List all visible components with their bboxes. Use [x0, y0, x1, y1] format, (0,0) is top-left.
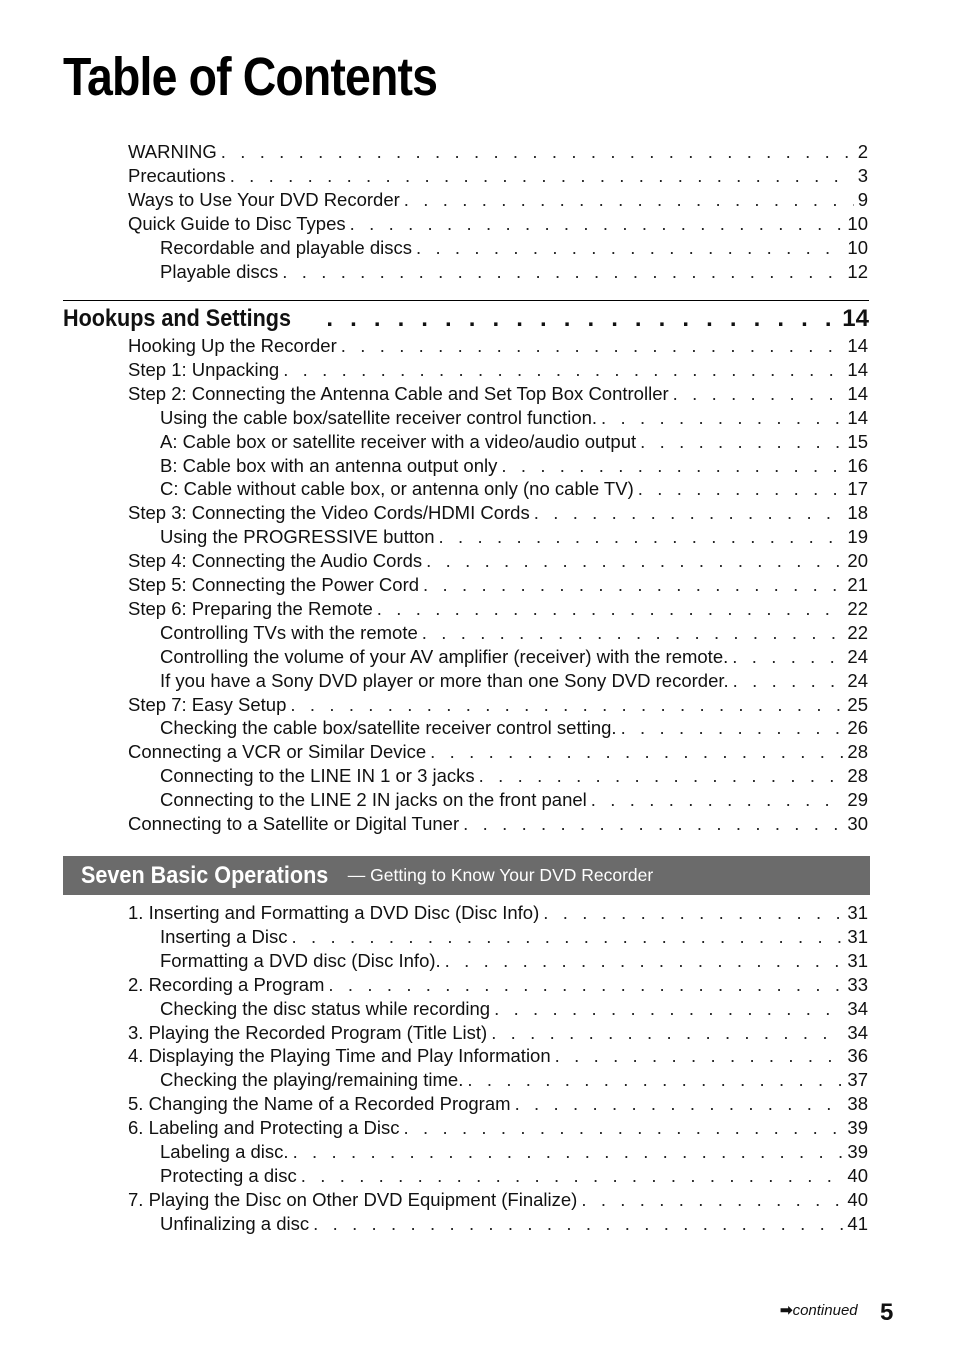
toc-entry[interactable] — [160, 406, 868, 430]
toc-entry-page: 16 — [847, 454, 868, 476]
toc-entry-label: Playable discs — [160, 261, 279, 282]
continued-label: continued — [792, 1302, 858, 1319]
toc-entry[interactable] — [128, 812, 868, 836]
toc-entry-label: 4. Displaying the Playing Time and Play Information — [128, 1045, 551, 1067]
toc-entry-label: Controlling TVs with the remote — [160, 621, 418, 643]
toc-entry-page: 14 — [847, 335, 868, 356]
toc-entry-label: 6. Labeling and Protecting a Disc — [128, 1117, 400, 1139]
toc-entry[interactable] — [128, 212, 868, 236]
dot-leader — [555, 1044, 844, 1068]
toc-entry-page: 2 — [857, 141, 868, 162]
toc-entry-page: 21 — [847, 574, 868, 595]
toc-entry[interactable] — [160, 1212, 868, 1236]
toc-entry-page: 15 — [847, 430, 868, 452]
toc-entry[interactable] — [160, 669, 868, 693]
toc-entry-page: 26 — [847, 717, 868, 739]
toc-entry-page: 40 — [847, 1188, 868, 1210]
toc-entry-label: Labeling a disc. — [160, 1141, 289, 1162]
dot-leader — [601, 406, 843, 430]
dot-leader — [439, 525, 844, 549]
dot-leader — [673, 382, 844, 406]
toc-entry-label: Connecting to a Satellite or Digital Tuner — [128, 813, 460, 834]
toc-entry-page: 24 — [847, 645, 868, 667]
dot-leader — [581, 1188, 843, 1212]
toc-entry-label: Ways to Use Your DVD Recorder — [128, 189, 400, 210]
toc-entry[interactable] — [160, 477, 868, 501]
dot-leader — [467, 1068, 843, 1092]
toc-entry-page: 34 — [847, 997, 868, 1019]
toc-entry[interactable] — [160, 260, 868, 284]
toc-entry[interactable] — [160, 949, 868, 973]
dot-leader — [301, 1164, 844, 1188]
toc-entry-page: 39 — [847, 1141, 868, 1162]
dot-leader — [404, 1116, 844, 1140]
toc-entry[interactable] — [128, 693, 868, 717]
toc-entry[interactable] — [160, 764, 868, 788]
toc-entry-label: Step 3: Connecting the Video Cords/HDMI Cords — [128, 502, 530, 524]
dot-leader — [404, 188, 854, 212]
toc-entry-label: Connecting to the LINE 2 IN jacks on the front panel — [160, 789, 587, 811]
toc-entry-label: WARNING — [128, 141, 217, 162]
toc-entry-label: Checking the playing/remaining time. — [160, 1069, 464, 1091]
dot-leader — [230, 164, 854, 188]
toc-entry-label: Unfinalizing a disc — [160, 1212, 310, 1234]
toc-entry-label: Using the PROGRESSIVE button — [160, 526, 435, 548]
toc-entry-label: Connecting a VCR or Similar Device — [128, 741, 427, 763]
toc-entry[interactable] — [128, 358, 868, 382]
dot-leader — [313, 1212, 843, 1236]
toc-entry-page: 14 — [847, 382, 868, 404]
section-divider — [63, 300, 869, 301]
toc-entry-label: Connecting to the LINE IN 1 or 3 jacks — [160, 765, 475, 787]
dot-leader — [732, 645, 843, 669]
toc-entry[interactable] — [160, 1164, 868, 1188]
toc-entry-label: Checking the cable box/satellite receiver control setting. — [160, 717, 617, 739]
dot-leader — [283, 358, 843, 382]
dot-leader — [377, 597, 844, 621]
dot-leader — [326, 303, 838, 335]
toc-entry-page: 37 — [847, 1069, 868, 1091]
section-heading-page: 14 — [842, 305, 869, 332]
toc-entry-label: Step 1: Unpacking — [128, 358, 280, 380]
toc-entry-page: 28 — [847, 741, 868, 763]
dot-leader — [292, 925, 844, 949]
toc-entry-page: 3 — [857, 165, 868, 186]
toc-entry[interactable] — [128, 597, 868, 621]
toc-entry-label: Step 2: Connecting the Antenna Cable and Set Top Box Controller — [128, 382, 669, 404]
toc-entry-label: B: Cable box with an antenna output only — [160, 454, 498, 476]
dot-leader — [479, 764, 844, 788]
toc-entry-page: 36 — [847, 1045, 868, 1067]
section-heading-title: Hookups and Settings — [63, 305, 292, 332]
dot-leader — [621, 716, 844, 740]
dot-leader — [423, 573, 843, 597]
dot-leader — [293, 1140, 844, 1164]
toc-entry-page: 33 — [847, 973, 868, 995]
dot-leader — [733, 669, 844, 693]
toc-entry[interactable] — [160, 997, 868, 1021]
dot-leader — [416, 236, 843, 260]
toc-entry-page: 18 — [847, 502, 868, 524]
toc-entry-page: 22 — [847, 621, 868, 643]
toc-entry-label: 7. Playing the Disc on Other DVD Equipment (Finalize) — [128, 1188, 578, 1210]
toc-entry-page: 31 — [847, 925, 868, 947]
toc-entry-page: 24 — [847, 669, 868, 691]
toc-entry-page: 38 — [847, 1093, 868, 1115]
toc-entry[interactable] — [128, 549, 868, 573]
toc-entry-label: Step 7: Easy Setup — [128, 693, 287, 715]
dot-leader — [640, 430, 843, 454]
dot-leader — [290, 693, 843, 717]
toc-entry[interactable] — [160, 788, 868, 812]
page-title: Table of Contents — [63, 47, 438, 107]
toc-entry-page: 10 — [847, 213, 868, 234]
toc-entry-label: A: Cable box or satellite receiver with a video/audio output — [160, 430, 637, 452]
toc-entry-page: 34 — [847, 1021, 868, 1043]
toc-entry[interactable] — [128, 973, 868, 997]
toc-entry[interactable] — [160, 525, 868, 549]
toc-entry-label: Using the cable box/satellite receiver control function. — [160, 406, 598, 428]
dot-leader — [494, 997, 843, 1021]
toc-entry[interactable] — [128, 1021, 868, 1045]
dot-leader — [515, 1092, 844, 1116]
dot-leader — [221, 140, 854, 164]
toc-entry-page: 25 — [847, 693, 868, 715]
toc-entry-label: Checking the disc status while recording — [160, 997, 491, 1019]
toc-entry[interactable] — [128, 740, 868, 764]
toc-entry[interactable] — [160, 716, 868, 740]
toc-entry-label: Quick Guide to Disc Types — [128, 213, 346, 234]
toc-entry-label: C: Cable without cable box, or antenna only (no cable TV) — [160, 478, 634, 500]
toc-entry[interactable] — [128, 901, 868, 925]
toc-entry-label: 2. Recording a Program — [128, 973, 325, 995]
toc-entry-label: Controlling the volume of your AV amplifier (receiver) with the remote. — [160, 645, 729, 667]
dot-leader — [422, 621, 844, 645]
toc-entry-page: 30 — [847, 813, 868, 834]
dot-leader — [534, 501, 844, 525]
toc-entry-label: Hooking Up the Recorder — [128, 335, 337, 356]
toc-entry-label: Protecting a disc — [160, 1164, 297, 1186]
toc-entry[interactable] — [160, 1140, 868, 1164]
toc-entry-label: Precautions — [128, 165, 226, 186]
dot-leader — [445, 949, 844, 973]
toc-entry-page: 14 — [847, 406, 868, 428]
toc-entry[interactable] — [128, 1092, 868, 1116]
toc-entry-label: 5. Changing the Name of a Recorded Program — [128, 1093, 511, 1115]
toc-entry-page: 41 — [847, 1212, 868, 1234]
toc-entry-page: 20 — [847, 550, 868, 572]
toc-entry[interactable] — [128, 1188, 868, 1212]
toc-entry-page: 31 — [847, 949, 868, 971]
toc-entry-label: Step 5: Connecting the Power Cord — [128, 574, 420, 595]
toc-entry-label: 1. Inserting and Formatting a DVD Disc (Disc Info) — [128, 902, 540, 923]
dot-leader — [591, 788, 844, 812]
toc-entry-label: Formatting a DVD disc (Disc Info). — [160, 949, 441, 971]
dot-leader — [282, 260, 843, 284]
dot-leader — [543, 901, 843, 925]
dot-leader — [491, 1021, 843, 1045]
toc-entry-page: 28 — [847, 765, 868, 787]
toc-entry[interactable] — [160, 236, 868, 260]
page-number: 5 — [880, 1299, 894, 1326]
toc-entry[interactable] — [128, 164, 868, 188]
toc-entry-page: 31 — [847, 902, 868, 923]
toc-entry-page: 40 — [847, 1164, 868, 1186]
dot-leader — [328, 973, 843, 997]
toc-entry-page: 39 — [847, 1117, 868, 1139]
toc-entry-page: 17 — [847, 478, 868, 500]
toc-entry-page: 22 — [847, 597, 868, 619]
toc-entry[interactable] — [160, 430, 868, 454]
dot-leader — [501, 454, 843, 478]
toc-entry[interactable] — [160, 621, 868, 645]
toc-entry-page: 12 — [847, 261, 868, 282]
toc-entry[interactable] — [160, 454, 868, 478]
dot-leader — [463, 812, 843, 836]
toc-entry[interactable] — [128, 573, 868, 597]
dot-leader — [430, 740, 843, 764]
section-band-subtitle: — Getting to Know Your DVD Recorder — [347, 865, 654, 885]
toc-entry[interactable] — [128, 382, 868, 406]
toc-entry[interactable] — [160, 1068, 868, 1092]
toc-entry[interactable] — [160, 645, 868, 669]
section-band-title: Seven Basic Operations — [81, 861, 329, 889]
toc-entry-label: Recordable and playable discs — [160, 237, 412, 258]
dot-leader — [426, 549, 843, 573]
dot-leader — [341, 334, 844, 358]
toc-entry[interactable] — [128, 334, 868, 358]
arrow-right-icon: ➡ — [780, 1302, 793, 1319]
section-heading-hookups[interactable] — [63, 303, 869, 335]
toc-entry[interactable] — [128, 140, 868, 164]
toc-entry-label: 3. Playing the Recorded Program (Title List) — [128, 1021, 488, 1043]
toc-entry-label: Step 6: Preparing the Remote — [128, 597, 373, 619]
toc-entry[interactable] — [160, 925, 868, 949]
toc-entry-page: 19 — [847, 526, 868, 548]
dot-leader — [350, 212, 844, 236]
toc-entry-page: 10 — [847, 237, 868, 258]
toc-entry[interactable] — [128, 1044, 868, 1068]
toc-entry[interactable] — [128, 1116, 868, 1140]
continued-note — [780, 1301, 858, 1319]
toc-entry-page: 29 — [847, 789, 868, 811]
toc-entry-label: Inserting a Disc — [160, 925, 288, 947]
section-band-basic-operations — [63, 856, 870, 895]
toc-entry-label: If you have a Sony DVD player or more than one Sony DVD recorder. — [160, 669, 729, 691]
toc-entry-page: 14 — [847, 358, 868, 380]
dot-leader — [638, 477, 844, 501]
toc-entry-label: Step 4: Connecting the Audio Cords — [128, 550, 423, 572]
toc-entry-page: 9 — [857, 189, 868, 210]
toc-entry[interactable] — [128, 501, 868, 525]
toc-entry[interactable] — [128, 188, 868, 212]
